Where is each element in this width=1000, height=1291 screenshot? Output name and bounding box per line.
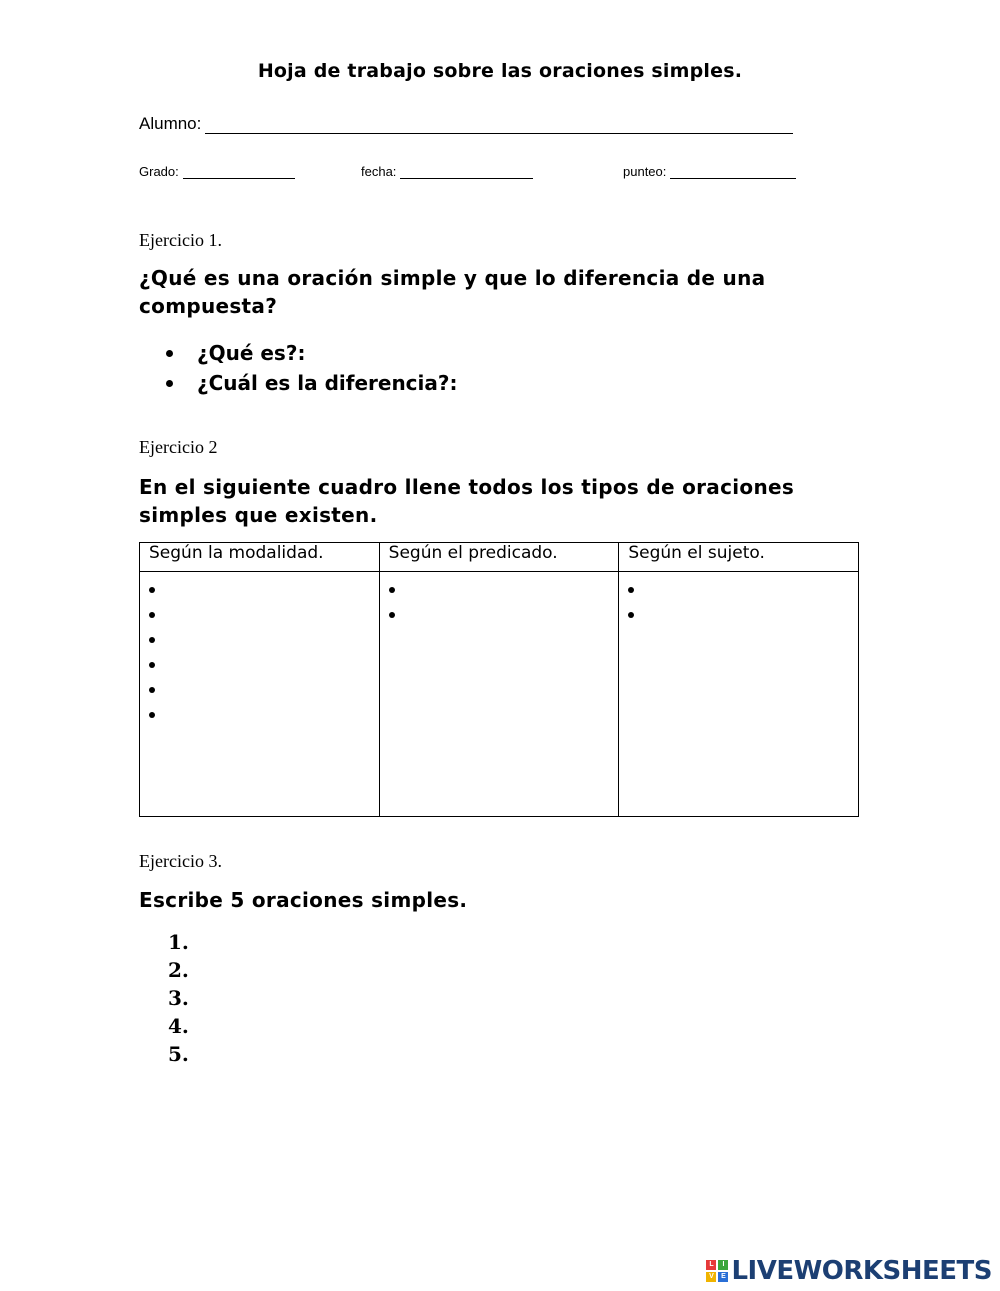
bullet-dot [149, 612, 155, 618]
table-body-row [140, 572, 859, 817]
bullet-dot [628, 612, 634, 618]
liveworksheets-logo [706, 1256, 992, 1286]
column-sujeto: Según el sujeto. [619, 543, 859, 572]
grade-field [139, 164, 295, 179]
bullet-dot [149, 637, 155, 643]
worksheet-title: Hoja de trabajo sobre las oraciones simples. [257, 60, 743, 82]
date-field [361, 164, 533, 179]
bullet-dot [166, 350, 173, 357]
exercise-2-instruction: En el siguiente cuadro llene todos los tipos de oraciones simples que existen. [139, 475, 795, 527]
score-line[interactable] [670, 177, 796, 179]
bullet-dot [389, 612, 395, 618]
bullet-dot [149, 687, 155, 693]
logo-block: I [718, 1260, 728, 1270]
bullet-dot [166, 380, 173, 387]
grade-label: Grado: [139, 164, 179, 179]
list-item[interactable]: 4. [168, 1014, 189, 1038]
column-modalidad: Según la modalidad. [140, 543, 380, 572]
logo-block: E [718, 1272, 728, 1282]
bullet-dot [149, 587, 155, 593]
bullet-dot [149, 712, 155, 718]
bullet-text: ¿Cuál es la diferencia?: [197, 371, 458, 395]
cell-predicado[interactable] [379, 572, 619, 817]
date-line[interactable] [400, 177, 533, 179]
list-item[interactable]: 5. [168, 1042, 189, 1066]
column-predicado: Según el predicado. [379, 543, 619, 572]
bullet-item [166, 368, 458, 398]
logo-block: V [706, 1272, 716, 1282]
list-item[interactable]: 3. [168, 986, 189, 1010]
bullet-dot [389, 587, 395, 593]
cell-sujeto[interactable] [619, 572, 859, 817]
list-item[interactable]: 1. [168, 930, 189, 954]
exercise-1-bullets [166, 338, 458, 398]
table-header-row [140, 543, 859, 572]
bullet-dot [149, 662, 155, 668]
list-item[interactable]: 2. [168, 958, 189, 982]
sentence-types-table [139, 542, 859, 817]
exercise-1-question: ¿Qué es una oración simple y que lo diferencia de una compuesta? [139, 266, 766, 318]
grade-line[interactable] [183, 177, 295, 179]
bullet-text: ¿Qué es?: [197, 341, 306, 365]
exercise-1-label: Ejercicio 1. [139, 230, 222, 250]
cell-modalidad[interactable] [140, 572, 380, 817]
score-field [623, 164, 796, 179]
exercise-3-label: Ejercicio 3. [139, 851, 222, 871]
student-name-field [139, 114, 793, 134]
bullet-dot [628, 587, 634, 593]
logo-block: L [706, 1260, 716, 1270]
date-label: fecha: [361, 164, 397, 179]
score-label: punteo: [623, 164, 667, 179]
exercise-2-label: Ejercicio 2 [139, 437, 218, 457]
logo-text: LIVEWORKSHEETS [731, 1256, 992, 1286]
logo-blocks-icon [706, 1260, 728, 1282]
student-name-line[interactable] [205, 132, 793, 134]
bullet-item [166, 338, 458, 368]
student-name-label: Alumno: [139, 114, 202, 133]
exercise-3-list [168, 928, 189, 1068]
exercise-3-instruction: Escribe 5 oraciones simples. [139, 888, 468, 912]
